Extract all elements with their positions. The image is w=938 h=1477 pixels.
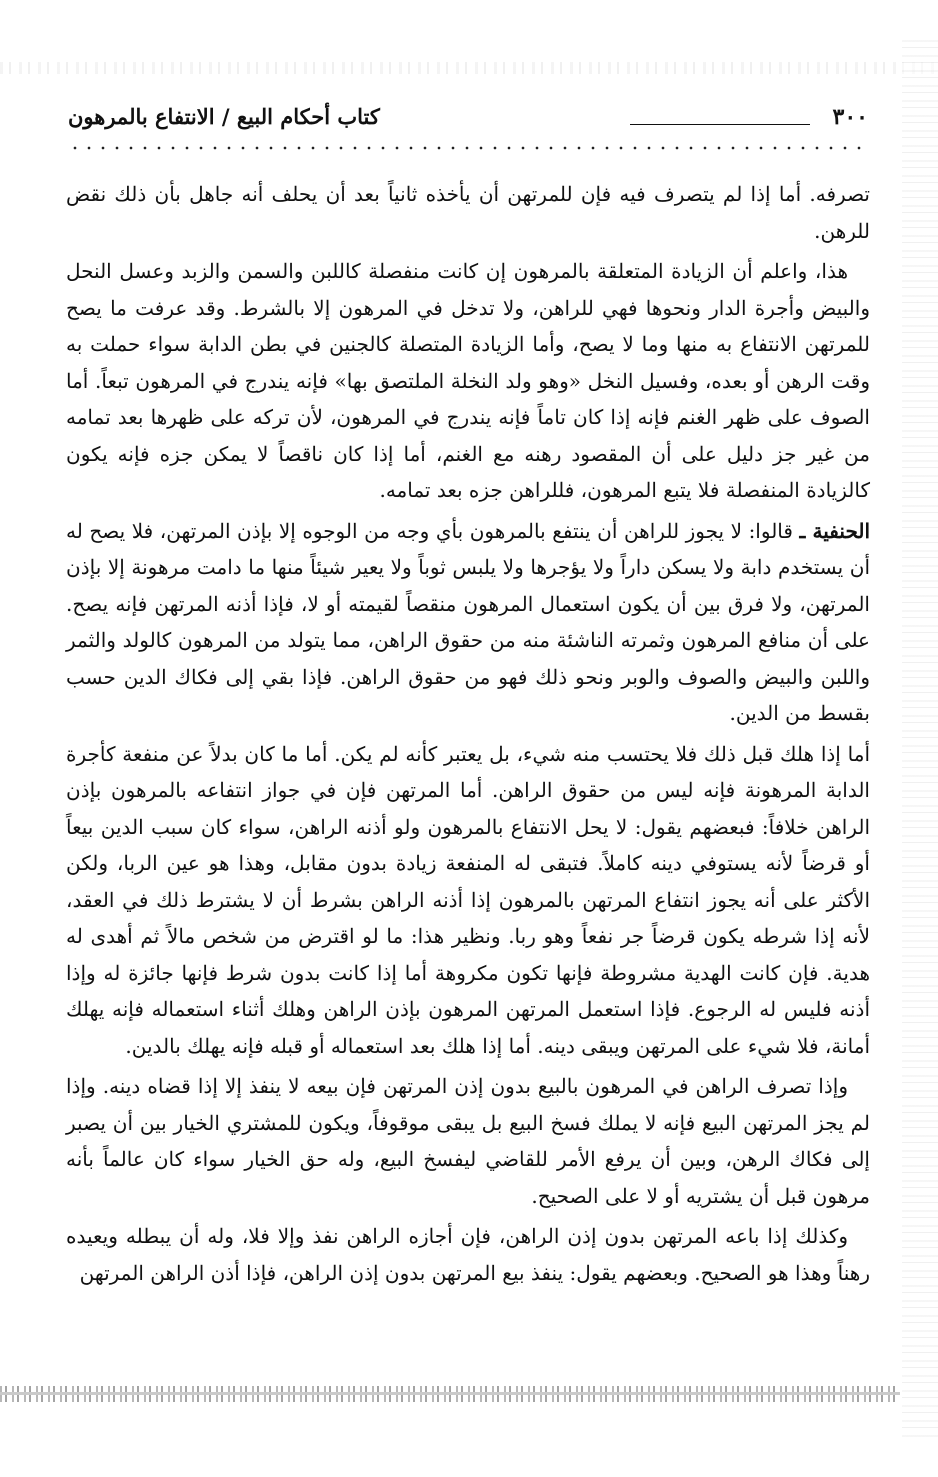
header-rule [630, 124, 810, 125]
paragraph-text: وكذلك إذا باعه المرتهن بدون إذن الراهن، فإن أجازه الراهن نفذ وإلا فلا، وله أن يبطله ويعيده رهناً وهذا هو الصحيح. وبعضهم يقول: ينفذ بيع المرتهن بدون إذن الراهن، فإذا أذن الراهن المرتهن [66, 1224, 870, 1285]
page-number: ٣٠٠ [832, 104, 868, 130]
paragraph [66, 253, 870, 509]
paragraph [66, 736, 870, 1065]
paragraph-text: وإذا تصرف الراهن في المرهون بالبيع بدون إذن المرتهن فإن بيعه لا ينفذ إلا إذا قضاه دينه. وإذا لم يجز المرتهن البيع فإنه لا يملك فسخ البيع بل يبقى موقوفاً، ويكون للمشتري الخيار بين أن يصبر إلى فكاك الرهن، وبين أن يرفع الأمر للقاضي ليفسخ البيع، وله حق الخيار سواء كان عالماً بأنه مرهون قبل أن يشتريه أو لا على الصحيح. [66, 1074, 870, 1208]
scan-edge-right [902, 40, 938, 1440]
paragraph-text: أما إذا هلك قبل ذلك فلا يحتسب منه شيء، بل يعتبر كأنه لم يكن. أما ما كان بدلاً عن منفعة كأجرة الدابة المرهونة فإنه ليس من حقوق الراهن. أما المرتهن فإن في جواز انتفاعه بالمرهون بإذن الراهن خلافاً: فبعضهم يقول: لا يحل الانتفاع بالمرهون ولو أذنه الراهن، سواء كان سبب الدين بيعاً أو قرضاً لأنه يستوفي دينه كاملاً. فتبقى له المنفعة زيادة بدون مقابل، وهذا هو عين الربا، ولكن الأكثر على أنه يجوز انتفاع المرتهن بالمرهون إذا أذنه الراهن بشرط أن لا يشترط ذلك في العقد، لأنه إذا شرطه يكون قرضاً جر نفعاً وهو ربا. ونظير هذا: ما لو اقترض من شخص مالاً ثم أهدى له هدية. فإن كانت الهدية مشروطة فإنها تكون مكروهة أما إذا كانت بدون شرط فإنها جائزة له وإذا أذنه فليس له الرجوع. فإذا استعمل المرتهن المرهون بإذن الراهن وهلك أثناء استعماله فإنه يهلك أمانة، فلا شيء على المرتهن ويبقى دينه. أما إذا هلك بعد استعماله أو قبله فإنه يهلك بالدين. [66, 741, 870, 1058]
paragraph-text: هذا، واعلم أن الزيادة المتعلقة بالمرهون إن كانت منفصلة كاللبن والسمن والزبد وعسل النحل والبيض وأجرة الدار ونحوها فهي للراهن، ولا تدخل في المرهون إلا بالشرط. وقد عرفت ما يصح للمرتهن الانتفاع به منها وما لا يصح، وأما الزيادة المتصلة كالجنين في بطن الدابة سواء حملت به وقت الرهن أو بعده، وفسيل النخل «وهو ولد النخلة الملتصق بها» فإنه يندرج في المرهون تبعاً. أما الصوف على ظهر الغنم فإنه إذا كان تاماً فإنه يندرج في المرهون، لأن تركه على ظهرها بعد تمامه من غير جز دليل على أن المقصود رهنه مع الغنم، أما إذا كان ناقصاً لا يمكن جزه فإنه يكون كالزيادة المنفصلة فلا يتبع المرهون، فللراهن جزه بعد تمامه. [66, 259, 870, 502]
paragraph [66, 1218, 870, 1291]
paragraph [66, 176, 870, 249]
paragraph-text: تصرفه. أما إذا لم يتصرف فيه فإن للمرتهن أن يأخذه ثانياً بعد أن يحلف أنه جاهل بأن ذلك نقض للرهن. [66, 182, 870, 243]
page-header [68, 100, 868, 140]
scan-noise-top [0, 62, 938, 74]
paragraph-text: قالوا: لا يجوز للراهن أن ينتفع بالمرهون بأي وجه من الوجوه إلا بإذن المرتهن، فلا يصح له أن يستخدم دابة ولا يسكن داراً ولا يؤجرها ولا يلبس ثوباً ولا يعير شيئاً منها ما دامت مرهونة إلا بإذن المرتهن، ولا فرق بين أن يكون استعمال المرهون منقصاً لقيمته أو لا، فإذا أذنه المرتهن فإنه يصح. على أن منافع المرهون وثمرته الناشئة منه من حقوق الراهن، مما يتولد من المرهون كالولد والثمر واللبن والبيض والصوف والوبر ونحو ذلك فهو من حقوق الراهن. فإذا بقي إلى فكاك الدين حسب بقسط من الدين. [66, 518, 870, 725]
school-term: الحنفية ـ [799, 518, 871, 543]
header-dotted-divider [68, 146, 868, 150]
page-body [66, 176, 870, 1295]
paragraph [66, 1068, 870, 1214]
paragraph-hanafiyya [66, 513, 870, 732]
footer-ornament [0, 1386, 900, 1402]
running-title: كتاب أحكام البيع / الانتفاع بالمرهون [68, 104, 380, 129]
